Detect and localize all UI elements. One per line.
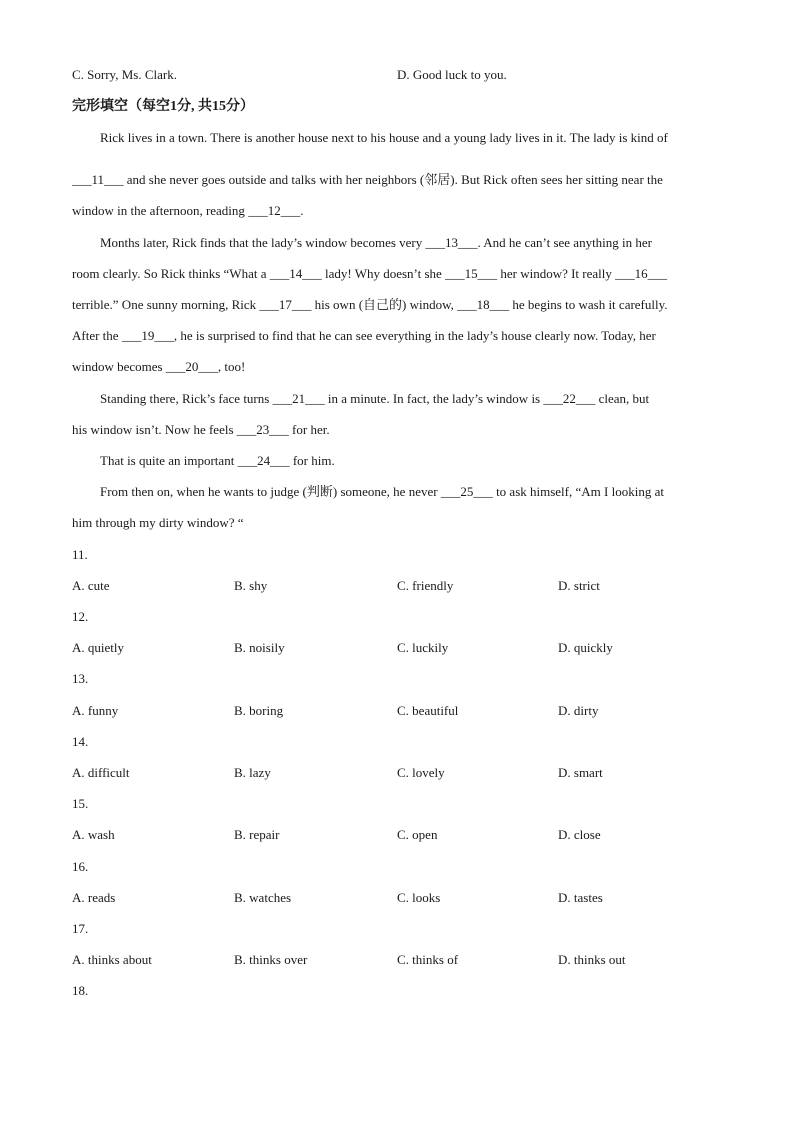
passage-text: for her. <box>288 422 330 437</box>
passage-text: her window? It really <box>497 266 616 281</box>
option-c[interactable]: C. open <box>397 827 438 842</box>
option-d[interactable]: D. smart <box>558 765 603 780</box>
option-a[interactable]: A. reads <box>72 890 116 905</box>
option-a[interactable]: A. cute <box>72 578 110 593</box>
blank-19: ___19___ <box>121 328 174 343</box>
passage-line <box>72 421 722 439</box>
option-c[interactable]: C. beautiful <box>397 703 459 718</box>
blank-15: ___15___ <box>445 266 498 281</box>
option-b[interactable]: B. lazy <box>234 765 271 780</box>
passage-line <box>72 483 750 501</box>
passage-text: window in the afternoon, reading <box>72 203 249 218</box>
option-c[interactable]: C. luckily <box>397 640 449 655</box>
option-a[interactable]: A. thinks about <box>72 952 152 967</box>
passage-line <box>72 265 722 283</box>
blank-12: ___12___ <box>248 203 301 218</box>
passage-text: and she never goes outside and talks with her neighbors (邻居). But Rick often sees her sitting near the <box>123 172 663 187</box>
passage-text: Standing there, Rick’s face turns <box>100 391 273 406</box>
blank-14: ___14___ <box>269 266 322 281</box>
blank-24: ___24___ <box>237 453 290 468</box>
blank-23: ___23___ <box>236 422 289 437</box>
question-number-label: 14. <box>72 734 89 749</box>
option-d[interactable]: D. quickly <box>558 640 613 655</box>
option-d[interactable]: D. strict <box>558 578 600 593</box>
option-b[interactable]: B. watches <box>234 890 292 905</box>
question-number-label: 11. <box>72 547 88 562</box>
passage-text: room clearly. So Rick thinks “What a <box>72 266 270 281</box>
question-number-label: 18. <box>72 983 89 998</box>
option-b[interactable]: B. thinks over <box>234 952 308 967</box>
blank-20: ___20___ <box>165 359 218 374</box>
section-title: 完形填空（每空1分, 共15分） <box>72 99 254 114</box>
option-b[interactable]: B. boring <box>234 703 284 718</box>
passage-text: lady! Why doesn’t she <box>321 266 446 281</box>
passage-text: for him. <box>289 453 335 468</box>
passage-line <box>72 327 722 345</box>
passage-text: to ask himself, “Am I looking at <box>492 484 664 499</box>
passage-line <box>72 171 722 189</box>
passage-line <box>72 129 750 147</box>
blank-16: ___16___ <box>615 266 668 281</box>
blank-25: ___25___ <box>440 484 493 499</box>
passage-line <box>72 202 722 220</box>
option-b[interactable]: B. repair <box>234 827 280 842</box>
passage-text: in a minute. In fact, the lady’s window is <box>324 391 544 406</box>
question-number-label: 13. <box>72 671 89 686</box>
passage-text: Months later, Rick finds that the lady’s window becomes very <box>100 235 426 250</box>
passage-text: him through my dirty window? “ <box>72 515 244 530</box>
passage-text: window becomes <box>72 359 166 374</box>
option-c[interactable]: C. lovely <box>397 765 445 780</box>
passage-text: his own (自己的) window, <box>311 297 458 312</box>
passage-text: . And he can’t see anything in her <box>477 235 653 250</box>
previous-option-c: C. Sorry, Ms. Clark. <box>72 67 177 82</box>
option-d[interactable]: D. close <box>558 827 601 842</box>
passage-text: That is quite an important <box>100 453 238 468</box>
option-c[interactable]: C. friendly <box>397 578 454 593</box>
blank-17: ___17___ <box>259 297 312 312</box>
option-a[interactable]: A. wash <box>72 827 115 842</box>
option-a[interactable]: A. funny <box>72 703 119 718</box>
option-a[interactable]: A. difficult <box>72 765 130 780</box>
question-number-label: 16. <box>72 859 89 874</box>
passage-line <box>72 452 750 470</box>
option-d[interactable]: D. tastes <box>558 890 603 905</box>
passage-line <box>72 390 750 408</box>
passage-text: he begins to wash it carefully. <box>509 297 668 312</box>
passage-line <box>72 296 722 314</box>
question-number-label: 12. <box>72 609 89 624</box>
passage-text: his window isn’t. Now he feels <box>72 422 237 437</box>
option-d[interactable]: D. dirty <box>558 703 599 718</box>
blank-21: ___21___ <box>272 391 325 406</box>
option-b[interactable]: B. noisily <box>234 640 285 655</box>
question-number-label: 15. <box>72 796 89 811</box>
passage-text: clean, but <box>595 391 650 406</box>
option-b[interactable]: B. shy <box>234 578 268 593</box>
blank-22: ___22___ <box>543 391 596 406</box>
blank-11: ___11___ <box>72 172 124 187</box>
passage-text: . <box>300 203 304 218</box>
option-c[interactable]: C. looks <box>397 890 441 905</box>
passage-text: Rick lives in a town. There is another house next to his house and a young lady lives in it. The lady is kind of <box>100 130 668 145</box>
passage-text: From then on, when he wants to judge (判断) someone, he never <box>100 484 441 499</box>
passage-text: , too! <box>217 359 246 374</box>
passage-line <box>72 234 750 252</box>
option-d[interactable]: D. thinks out <box>558 952 626 967</box>
option-c[interactable]: C. thinks of <box>397 952 459 967</box>
question-number-label: 17. <box>72 921 89 936</box>
passage-text: terrible.” One sunny morning, Rick <box>72 297 260 312</box>
option-a[interactable]: A. quietly <box>72 640 124 655</box>
passage-line <box>72 514 722 532</box>
previous-option-d: D. Good luck to you. <box>397 67 507 82</box>
passage-text: After the <box>72 328 122 343</box>
passage-text: , he is surprised to find that he can see everything in the lady’s house clearly now. Today, her <box>173 328 656 343</box>
passage-line <box>72 358 722 376</box>
blank-13: ___13___ <box>425 235 478 250</box>
blank-18: ___18___ <box>457 297 510 312</box>
